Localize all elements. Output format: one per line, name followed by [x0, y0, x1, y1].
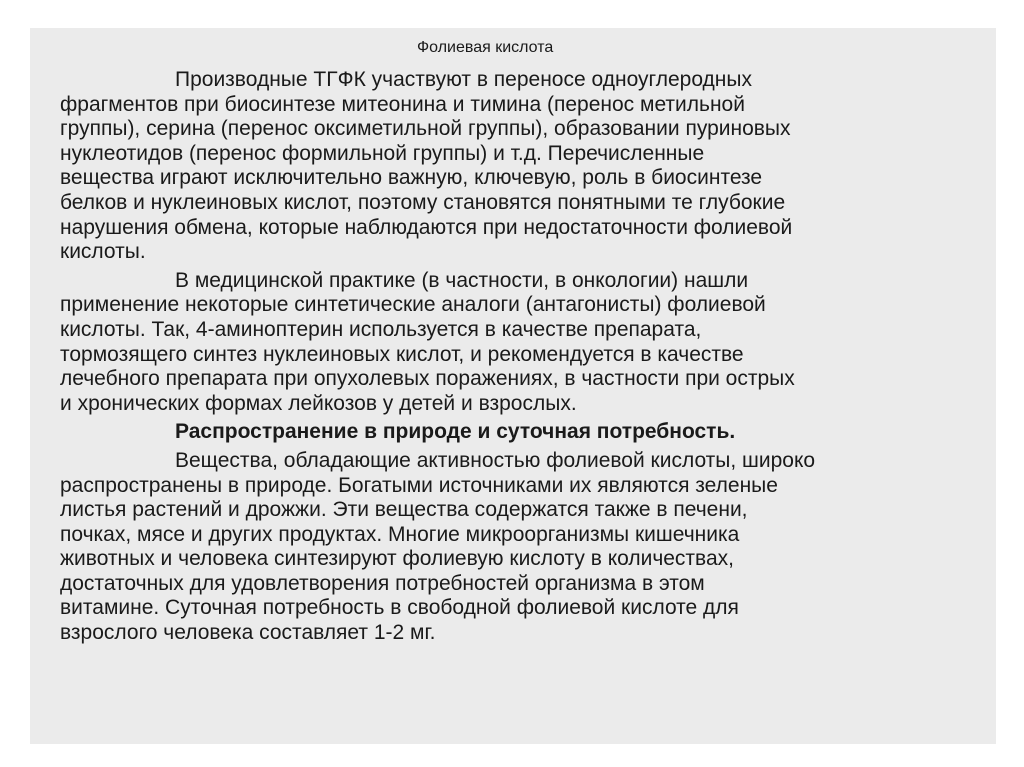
text-line: Вещества, обладающие активностью фолиевой кислоты, широко	[175, 448, 816, 472]
section-heading-block	[60, 420, 990, 445]
document-page	[30, 28, 996, 744]
text-line: кислоты.	[60, 240, 146, 264]
text-line: В медицинской практике (в частности, в онкологии) нашли	[175, 268, 749, 292]
text-line: применение некоторые синтетические аналоги (антагонисты) фолиевой	[60, 293, 766, 317]
text-line: лечебного препарата при опухолевых поражениях, в частности при острых	[60, 367, 795, 391]
text-line: белков и нуклеиновых кислот, поэтому становятся понятными те глубокие	[60, 190, 786, 214]
text-line: вещества играют исключительно важную, ключевую, роль в биосинтезе	[60, 166, 763, 190]
section-heading: Распространение в природе и суточная потребность.	[175, 420, 736, 444]
paragraph-3	[60, 449, 990, 646]
paragraph-1	[60, 68, 990, 265]
paragraph-2	[60, 269, 990, 417]
text-line: группы), серина (перенос оксиметильной группы), образовании пуриновых	[60, 117, 791, 141]
text-line: достаточных для удовлетворения потребностей организма в этом	[60, 571, 705, 595]
text-line: кислоты. Так, 4-аминоптерин используется в качестве препарата,	[60, 317, 702, 341]
text-line: фрагментов при биосинтезе митеонина и тимина (перенос метильной	[60, 92, 745, 116]
text-line: и хронических формах лейкозов у детей и взрослых.	[60, 391, 577, 415]
text-line: распространены в природе. Богатыми источниками их являются зеленые	[60, 473, 778, 497]
text-line: витамине. Суточная потребность в свободной фолиевой кислоте для	[60, 596, 739, 620]
text-line: листья растений и дрожжи. Эти вещества содержатся также в печени,	[60, 498, 748, 522]
text-line: Производные ТГФК участвуют в переносе одноуглеродных	[175, 68, 752, 91]
document-title: Фолиевая кислота	[417, 39, 554, 56]
text-line: почках, мясе и других продуктах. Многие микроорганизмы кишечника	[60, 522, 740, 546]
text-line: животных и человека синтезируют фолиевую кислоту в количествах,	[60, 547, 734, 571]
text-line: тормозящего синтез нуклеиновых кислот, и рекомендуется в качестве	[60, 342, 744, 366]
text-line: взрослого человека составляет 1-2 мг.	[60, 621, 436, 645]
document-body	[60, 68, 990, 650]
text-line: нуклеотидов (перенос формильной группы) и т.д. Перечисленные	[60, 141, 705, 165]
text-line: нарушения обмена, которые наблюдаются при недостаточности фолиевой	[60, 215, 793, 239]
